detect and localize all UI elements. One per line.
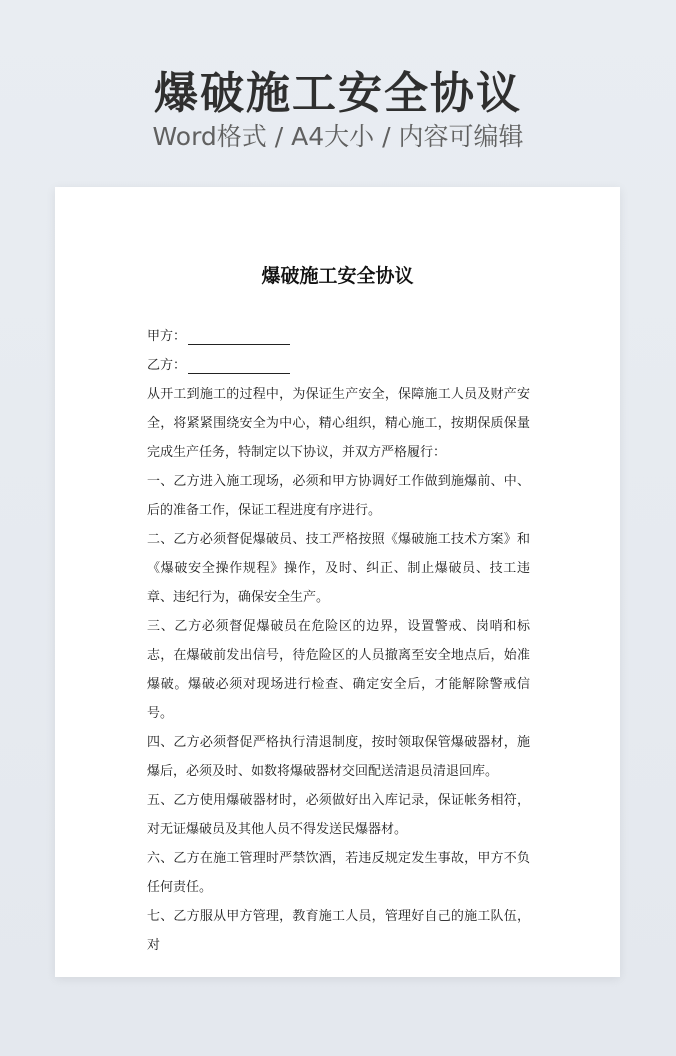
party-a-line	[147, 322, 530, 351]
party-b-label: 乙方：	[147, 358, 187, 373]
document-page	[55, 187, 620, 977]
banner-title: 爆破施工安全协议	[154, 68, 522, 119]
party-a-label: 甲方：	[147, 329, 187, 344]
party-b-line	[147, 351, 530, 380]
document-title: 爆破施工安全协议	[261, 265, 414, 287]
paragraph-clause-6: 六、乙方在施工管理时严禁饮酒，若违反规定发生事故，甲方不负任何责任。	[147, 851, 530, 895]
banner-subtitle: Word格式 / A4大小 / 内容可编辑	[152, 122, 524, 151]
party-b-blank	[188, 357, 290, 374]
paragraph-clause-3: 三、乙方必须督促爆破员在危险区的边界，设置警戒、岗哨和标志，在爆破前发出信号，待危险区的人员撤离至安全地点后，始准爆破。爆破必须对现场进行检查、确定安全后，才能解除警戒信号。	[147, 619, 530, 721]
document-body	[147, 322, 530, 960]
paragraph-clause-5: 五、乙方使用爆破器材时，必须做好出入库记录，保证帐务相符，对无证爆破员及其他人员不得发送民爆器材。	[147, 793, 530, 837]
party-a-blank	[188, 328, 290, 345]
paragraph-clause-7: 七、乙方服从甲方管理，教育施工人员，管理好自己的施工队伍，对	[147, 909, 530, 953]
paragraph-intro: 从开工到施工的过程中，为保证生产安全，保障施工人员及财产安全，将紧紧围绕安全为中心，精心组织，精心施工，按期保质保量完成生产任务，特制定以下协议，并双方严格履行：	[147, 387, 530, 460]
paragraph-clause-1: 一、乙方进入施工现场，必须和甲方协调好工作做到施爆前、中、后的准备工作，保证工程进度有序进行。	[147, 474, 530, 518]
paragraph-clause-2: 二、乙方必须督促爆破员、技工严格按照《爆破施工技术方案》和《爆破安全操作规程》操作，及时、纠正、制止爆破员、技工违章、违纪行为，确保安全生产。	[147, 532, 530, 605]
paragraph-clause-4: 四、乙方必须督促严格执行清退制度，按时领取保管爆破器材，施爆后，必须及时、如数将爆破器材交回配送清退员清退回库。	[147, 735, 530, 779]
